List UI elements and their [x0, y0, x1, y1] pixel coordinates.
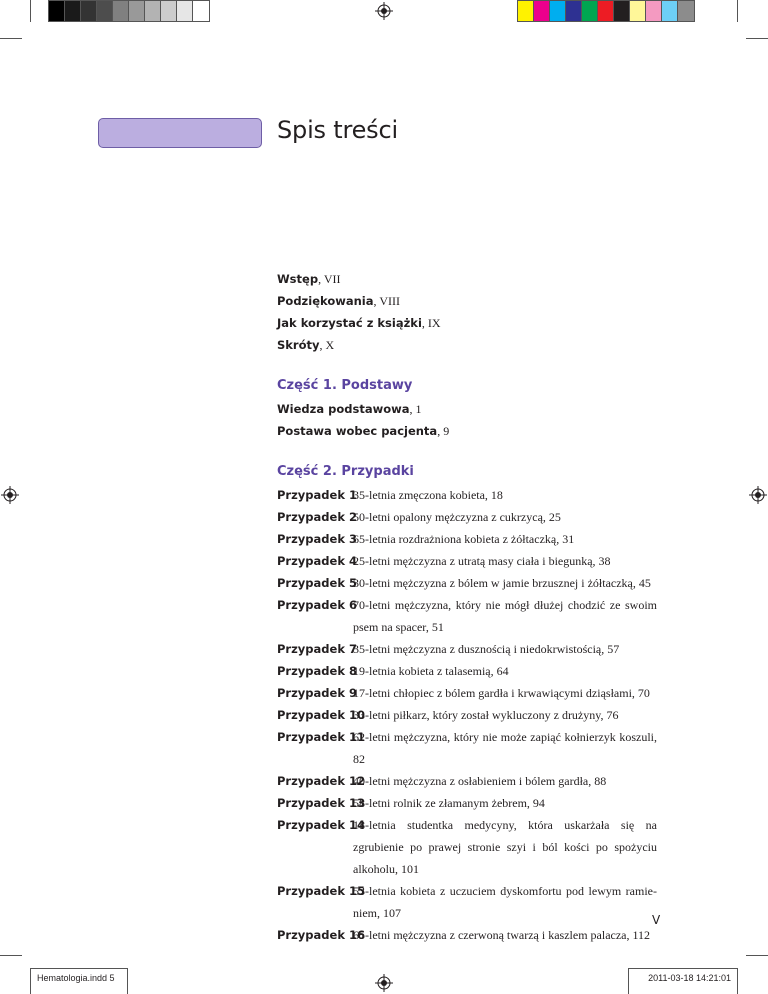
- color-swatch: [630, 1, 646, 21]
- case-label: Przypadek 7: [277, 642, 357, 656]
- gray-swatch: [145, 1, 161, 21]
- case-entry[interactable]: [277, 528, 657, 550]
- case-label: Przypadek 15: [277, 884, 365, 898]
- gray-swatch: [129, 1, 145, 21]
- gray-swatch: [177, 1, 193, 21]
- case-description: 30-letni mężczyzna z bólem w jamie brzusznej i żółtaczką, 45: [353, 576, 651, 590]
- case-label: Przypadek 2: [277, 510, 357, 524]
- case-entry[interactable]: [277, 792, 657, 814]
- case-label: Przypadek 12: [277, 774, 365, 788]
- crop-mark: [737, 0, 738, 22]
- case-description: 35-letnia zmęczona kobieta, 18: [353, 488, 503, 502]
- gray-swatch: [161, 1, 177, 21]
- toc-separator: ,: [318, 272, 324, 286]
- gray-swatch: [81, 1, 97, 21]
- color-swatch: [646, 1, 662, 21]
- toc-separator: ,: [437, 424, 444, 438]
- toc-entry-label: Postawa wobec pacjenta: [277, 424, 438, 438]
- crop-mark: [746, 38, 768, 39]
- toc-entry[interactable]: [277, 268, 657, 290]
- footer-file-slug: Hematologia.indd 5: [30, 968, 128, 994]
- toc-entry-page: VII: [323, 272, 341, 286]
- toc-entry[interactable]: [277, 398, 657, 420]
- case-description: 70-letni mężczyzna, który nie mógł dłużej chodzić ze swoim psem na spacer, 51: [353, 598, 657, 634]
- case-entry[interactable]: [277, 506, 657, 528]
- color-swatch: [518, 1, 534, 21]
- table-of-contents: [277, 268, 657, 946]
- color-swatch: [550, 1, 566, 21]
- page-title: Spis treści: [277, 116, 398, 144]
- case-label: Przypadek 16: [277, 928, 365, 942]
- chapter-tab: [98, 118, 262, 148]
- case-description: 35-letni mężczyzna z dusznością i niedokrwistością, 57: [353, 642, 620, 656]
- crop-mark: [746, 955, 768, 956]
- case-description: 17-letni chłopiec z bólem gardła i krwawiącymi dziąsłami, 70: [353, 686, 650, 700]
- case-entry[interactable]: [277, 572, 657, 594]
- case-description: 50-letni opalony mężczyzna z cukrzycą, 25: [353, 510, 561, 524]
- front-matter-list: [277, 268, 657, 356]
- case-entry[interactable]: [277, 726, 657, 770]
- toc-entry-page: X: [325, 338, 335, 352]
- crop-mark: [30, 0, 31, 22]
- case-description: 58-letni rolnik ze złamanym żebrem, 94: [353, 796, 545, 810]
- grayscale-bar: [48, 0, 210, 22]
- section-heading-part2: Część 2. Przypadki: [277, 464, 414, 479]
- case-description: 53-letnia kobieta z uczuciem dyskomfortu pod lewym ramieniem, 107: [353, 884, 657, 920]
- case-description: 19-letnia kobieta z talasemią, 64: [353, 664, 509, 678]
- toc-entry[interactable]: [277, 420, 657, 442]
- registration-mark-icon: [375, 974, 393, 992]
- color-calibration-bar: [517, 0, 695, 22]
- case-label: Przypadek 14: [277, 818, 365, 832]
- crop-mark: [0, 955, 22, 956]
- case-entry[interactable]: [277, 770, 657, 792]
- toc-entry[interactable]: [277, 312, 657, 334]
- case-label: Przypadek 1: [277, 488, 357, 502]
- gray-swatch: [193, 1, 209, 21]
- case-entry[interactable]: [277, 484, 657, 506]
- case-label: Przypadek 10: [277, 708, 365, 722]
- color-swatch: [598, 1, 614, 21]
- registration-mark-icon: [749, 486, 767, 504]
- toc-entry-page: IX: [427, 316, 441, 330]
- case-entry[interactable]: [277, 924, 657, 946]
- color-swatch: [662, 1, 678, 21]
- toc-entry-label: Wstęp: [277, 272, 319, 286]
- case-description: 65-letni mężczyzna z czerwoną twarzą i kaszlem palacza, 112: [353, 928, 651, 942]
- case-description: 65-letnia rozdrażniona kobieta z żółtaczką, 31: [353, 532, 575, 546]
- color-swatch: [566, 1, 582, 21]
- toc-entry-page: 9: [443, 424, 450, 438]
- crop-mark: [0, 38, 22, 39]
- color-swatch: [582, 1, 598, 21]
- toc-entry-page: 1: [415, 402, 422, 416]
- section-heading-part1: Część 1. Podstawy: [277, 378, 413, 393]
- case-label: Przypadek 13: [277, 796, 365, 810]
- gray-swatch: [97, 1, 113, 21]
- toc-entry-page: VIII: [379, 294, 400, 308]
- case-entry[interactable]: [277, 660, 657, 682]
- gray-swatch: [113, 1, 129, 21]
- part1-list: [277, 398, 657, 442]
- part2-case-list: [277, 484, 657, 946]
- case-entry[interactable]: [277, 638, 657, 660]
- toc-separator: ,: [421, 316, 428, 330]
- case-entry[interactable]: [277, 814, 657, 880]
- case-label: Przypadek 5: [277, 576, 357, 590]
- case-label: Przypadek 9: [277, 686, 357, 700]
- case-label: Przypadek 11: [277, 730, 365, 744]
- toc-entry-label: Podziękowania: [277, 294, 374, 308]
- page-number: V: [652, 913, 661, 927]
- registration-mark-icon: [375, 2, 393, 20]
- case-label: Przypadek 6: [277, 598, 357, 612]
- footer-timestamp-slug: 2011-03-18 14:21:01: [628, 968, 738, 994]
- toc-entry[interactable]: [277, 290, 657, 312]
- case-description: 25-letni mężczyzna z utratą masy ciała i biegunką, 38: [353, 554, 611, 568]
- color-swatch: [678, 1, 694, 21]
- case-label: Przypadek 4: [277, 554, 357, 568]
- toc-entry-label: Wiedza podstawowa: [277, 402, 410, 416]
- gray-swatch: [65, 1, 81, 21]
- case-description: 40-letni mężczyzna z osłabieniem i bólem gardła, 88: [353, 774, 607, 788]
- toc-entry[interactable]: [277, 334, 657, 356]
- toc-entry-label: Jak korzystać z książki: [277, 316, 422, 330]
- case-entry[interactable]: [277, 594, 657, 638]
- color-swatch: [614, 1, 630, 21]
- toc-separator: ,: [319, 338, 326, 352]
- case-label: Przypadek 3: [277, 532, 357, 546]
- case-entry[interactable]: [277, 880, 657, 924]
- registration-mark-icon: [1, 486, 19, 504]
- case-description: 62-letni mężczyzna, który nie może zapiąć kołnierzyk koszuli, 82: [353, 730, 657, 766]
- color-swatch: [534, 1, 550, 21]
- case-description: 33-letni piłkarz, który został wykluczony z drużyny, 76: [353, 708, 619, 722]
- case-entry[interactable]: [277, 550, 657, 572]
- case-entry[interactable]: [277, 682, 657, 704]
- case-label: Przypadek 8: [277, 664, 357, 678]
- toc-entry-label: Skróty: [277, 338, 320, 352]
- case-description: 18-letnia studentka medycyny, która uskarżała się na zgrubienie po prawej stronie szyi i ból kości po spożyciu alkoholu, 101: [353, 818, 657, 876]
- case-entry[interactable]: [277, 704, 657, 726]
- gray-swatch: [49, 1, 65, 21]
- toc-separator: ,: [409, 402, 416, 416]
- toc-separator: ,: [373, 294, 380, 308]
